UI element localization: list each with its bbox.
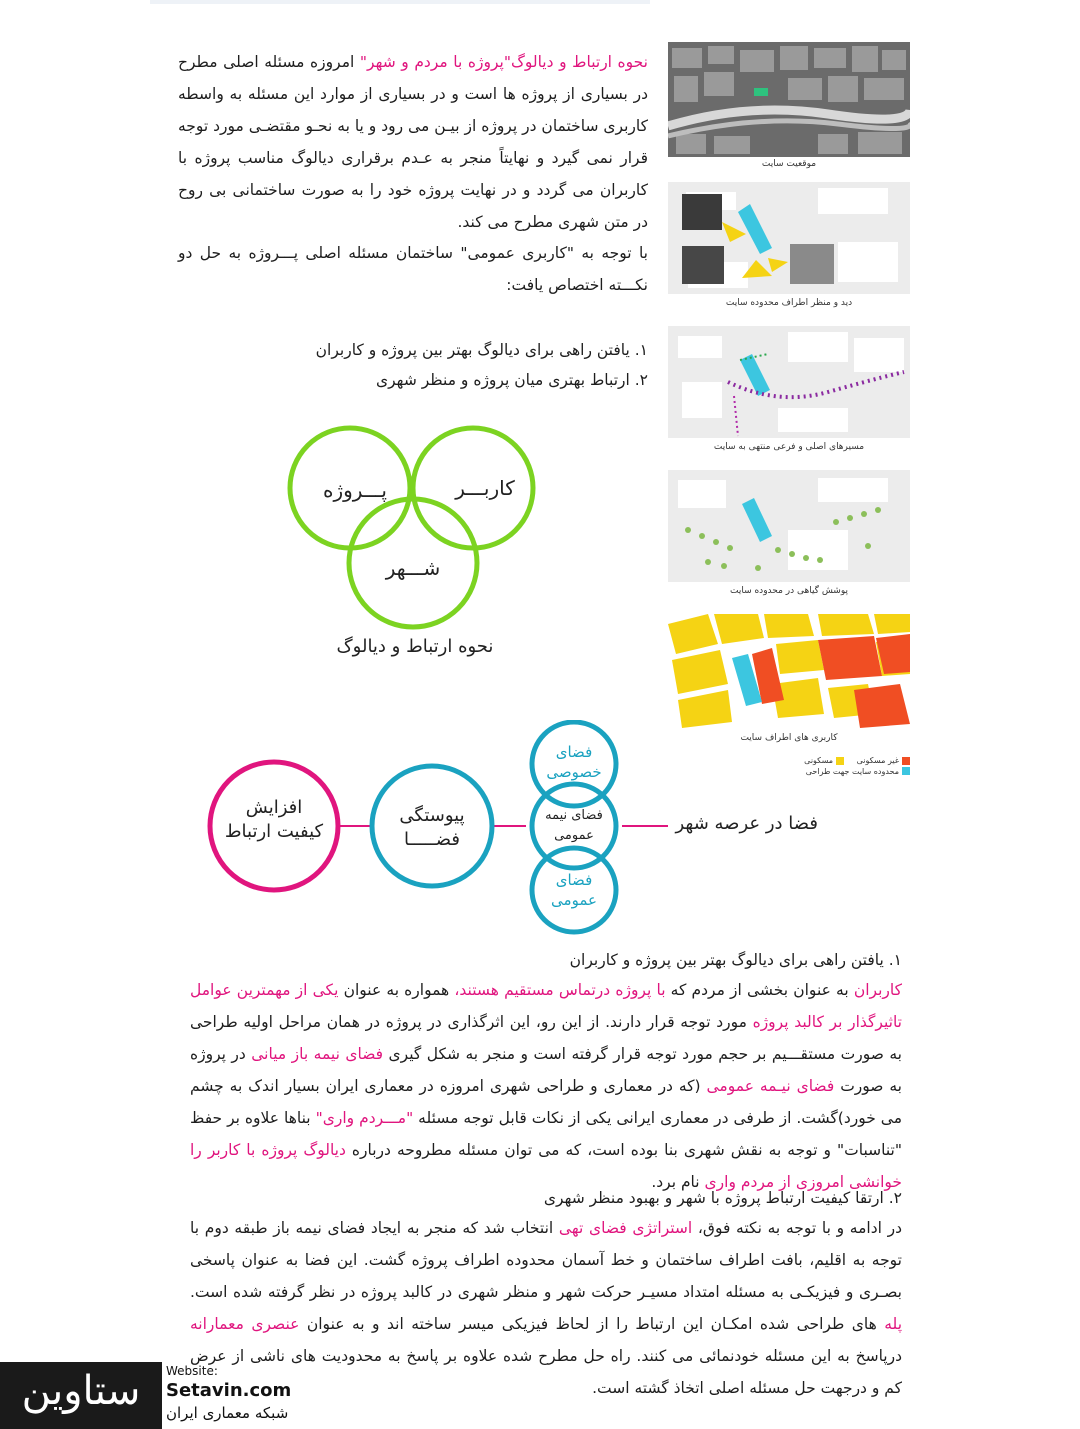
flow-continuity-label-2: فضـــــا — [403, 829, 461, 850]
intro-paragraph-2: با توجه به "کاربری عمومی" ساختمان مسئله اصلی پـــروژه به حل دو نکـــته اختصاص یافت: — [178, 244, 648, 294]
site-paths-panel — [668, 326, 910, 438]
section-2-body: در ادامه و با توجه به نکته فوق، استراتژی فضای تهی انتخاب شد که منجر به ایجاد فضای نیمه باز طبقه دوم با توجه به اقلیم، بافت اطراف ساختمان و خط آسمان محدوده اطراف پروژه گشت. این فضا به عنوان پاسخی بصـری و فیزیکـی به مسئله امتداد مسیـر حرکت شهر و منظر شهری در کالبد پروژه در نظر گرفته شده است. پله های طراحی شده امکـان این ارتباط را از لحاظ فیزیکی میسر ساخته اند و به عنوان عنصری معمارانه درپاسخ به این مسئله خودنمائی می کنند. راه حل مطرح شده علاوه بر پاسخ به محدودیت های ناشی از عرض کم و درجهت حل مسئله اصلی اتخاذ گشته است. — [190, 1219, 903, 1397]
flow-start-label: فضا در عرصه شهر — [675, 813, 818, 834]
flow-quality-label-1: افزایش — [245, 797, 303, 818]
intro-item-2: ۲. ارتباط بهتری میان پروژه و منظر شهری — [376, 371, 648, 389]
caption-site-views: دید و منظر اطراف محدوده سایت — [725, 298, 853, 308]
top-strip — [150, 0, 650, 4]
caption-site-vegetation: پوشش گیاهی در محدوده سایت — [729, 586, 848, 596]
caption-site-paths: مسیرهای اصلی و فرعی منتهی به سایت — [713, 442, 865, 452]
site-vegetation-panel — [668, 470, 910, 582]
legend-item-nonresidential: غیر مسکونی — [857, 756, 910, 765]
flow-continuity-label-1: پیوستگی — [399, 805, 465, 826]
intro-paragraph-1 — [178, 46, 648, 238]
venn-label-project: پـــروژه — [323, 478, 387, 502]
flow-semi-public-label: فضای نیمه عمومی — [545, 808, 603, 843]
view-cones — [668, 182, 910, 294]
intro-item-1: ۱. یافتن راهی برای دیالوگ بهتر بین پروژه و کاربران — [315, 341, 648, 359]
flow-circle-continuity — [372, 766, 492, 886]
paths-graphic — [668, 326, 910, 438]
flow-quality-label-2: کیفیت ارتباط — [224, 821, 324, 842]
section-1-body: کاربران به عنوان بخشی از مردم که با پروژه درتماس مستقیم هستند، همواره به عنوان یکی از مهمترین عوامل تاثیرگذار بر کالبد پروژه مورد توجه قرار دارند. از این رو، این اثرگذاری در پروژه در همان مراحل اولیه طراحی به صورت مستقـــیم بر حجم مورد توجه قرار گرفته است و منجر به شکل گیری فضای نیمه باز میانی در پروژه به صورت فضای نیـمه عمومی (که در معماری و طراحی شهری امروزه در معماری ایران بسیار اندک به چشم می خورد)گشت. از طرفی در معماری ایرانی یکی از نکات قابل توجه مسئله "مـــردم واری" بناها علاوه بر حفظ "تناسبات" و توجه به نقش شهری بنا بوده است، که می توان مسئله مطروحه درباره دیالوگ پروژه با کاربر را خوانشی امروزی از مردم واری نام برد. — [190, 981, 902, 1191]
site-views-panel — [668, 182, 910, 294]
caption-site-location: موقعیت سایت — [761, 159, 817, 169]
legend-item-residential: مسکونی — [804, 756, 844, 765]
intro-quote: "پروژه با مردم و شهر" — [359, 53, 511, 71]
intro-title: نحوه ارتباط و دیالوگ — [510, 53, 648, 71]
venn-label-user: کاربـــر — [455, 476, 515, 500]
logo-text: ستاوین — [21, 1368, 141, 1414]
flow-public-label: فضای عمومی — [551, 871, 597, 909]
aerial-map-graphic — [668, 42, 910, 157]
section-2-heading: ۲. ارتقا کیفیت ارتباط پروژه با شهر و بهبود منظر شهری — [543, 1189, 902, 1207]
watermark-tagline: شبکه معماری ایران — [166, 1404, 289, 1422]
watermark-website-label: Website: — [166, 1364, 218, 1378]
site-location-map — [668, 42, 910, 157]
watermark-logo — [0, 1362, 162, 1429]
flow-private-label: فضای خصوصی — [546, 743, 602, 781]
venn-diagram — [280, 410, 560, 640]
legend-item-site: محدوده سایت جهت طراحی — [806, 767, 910, 776]
landuse-graphic — [668, 614, 910, 728]
section-1-heading: ۱. یافتن راهی برای دیالوگ بهتر بین پروژه و کاربران — [569, 951, 902, 969]
watermark-website: Setavin.com — [166, 1380, 292, 1401]
intro-text: امروزه مسئله اصلی مطرح در بسیاری از پروژه ها است و در بسیاری از موارد این مسئله به واسطه کاربری ساختمان در پروژه از بیـن می رود و یا به نحـو مقتضـی مورد توجه قرار نمی گیرد و نهایتاً منجر به عـدم برقراری دیالوگ مناسب پروژه با کاربران می گردد و در نهایت پروژه خود را به صورت ساختمانی بی روح در متن شهری مطرح می کند. — [178, 53, 648, 231]
site-landuse-map — [668, 614, 910, 728]
vegetation-graphic — [668, 470, 910, 582]
venn-label-city: شـــهر — [385, 556, 441, 580]
venn-caption: نحوه ارتباط و دیالوگ — [336, 636, 494, 657]
caption-site-landuse: کاربری های اطراف سایت — [740, 733, 838, 743]
